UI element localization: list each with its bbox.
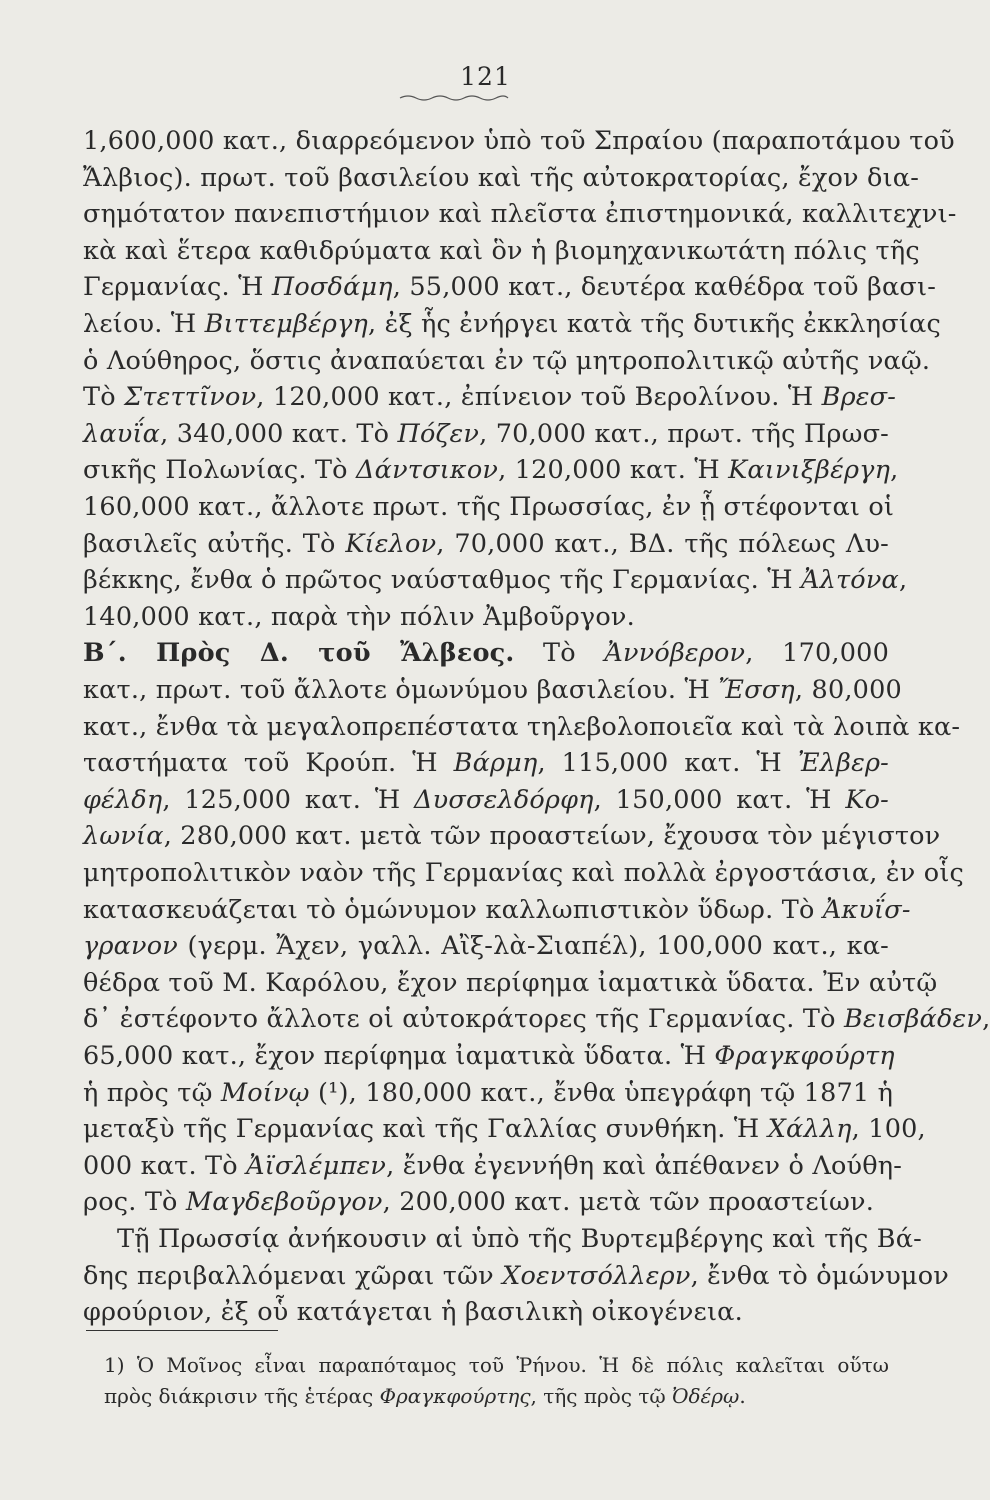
text-line [83, 416, 889, 452]
text-run: Γερμανίας. Ἡ [83, 272, 272, 303]
text-run: μητροπολιτικὸν ναὸν τῆς Γερμανίας καὶ πολλὰ ἐργοστάσια, ἐν οἷς [83, 858, 965, 888]
text-run: , 100, [851, 1114, 926, 1145]
text-run: λαυΐα [83, 418, 161, 449]
text-run: , [898, 565, 908, 596]
text-run: 140,000 κατ., παρὰ τὴν πόλιν Ἀμβοῦργον. [83, 601, 635, 632]
text-run: , 200,000 κατ. μετὰ τῶν προαστείων. [382, 1187, 875, 1218]
text-line [83, 1075, 894, 1111]
text-run: Βεισβάδεν [843, 1004, 983, 1035]
text-line [83, 1258, 949, 1294]
text-run: κὰ καὶ ἕτερα καθιδρύματα καὶ ὃν ἡ βιομηχανικωτάτη πόλις τῆς [83, 235, 920, 266]
text-run: 1) Ὁ Μοῖνος εἶναι παραπόταμος τοῦ Ῥήνου. Ἡ δὲ πόλις καλεῖται οὕτω [104, 1353, 889, 1377]
text-line [83, 123, 955, 159]
text-run: , τῆς πρὸς τῷ [530, 1384, 673, 1408]
text-run: Ἀϊσλέμπεν [246, 1150, 387, 1181]
text-run: Βρεσ- [821, 382, 897, 413]
text-run: , ἐξ ἧς ἐνήργει κατὰ τῆς δυτικῆς ἐκκλησίας [368, 309, 941, 339]
text-run: , 70,000 κατ., ΒΔ. τῆς πόλεως Λυ- [436, 528, 889, 559]
text-run: (¹), 180,000 κατ., ἔνθα ὑπεγράφη τῷ 1871 ἡ [309, 1077, 894, 1108]
page-number: 121 [460, 62, 511, 91]
text-run: γρανον [83, 931, 179, 962]
text-run: ρος. Τὸ [83, 1187, 186, 1218]
text-run: Δυσσελδόρφη [414, 784, 594, 815]
text-run: Βάρμη [453, 748, 538, 779]
text-line [83, 489, 895, 525]
text-run: κατ., πρωτ. τοῦ ἄλλοτε ὁμωνύμου βασιλείου. Ἡ [83, 675, 719, 705]
text-run: (γερμ. Ἄχεν, γαλλ. Αἲξ-λὰ-Σιαπέλ), 100,000 κατ., κα- [178, 931, 889, 962]
text-run: 000 κατ. Τὸ [83, 1150, 247, 1181]
text-run: λωνία [83, 821, 164, 852]
text-run: Κίελον [345, 528, 437, 559]
text-run: , 125,000 κατ. Ἡ [162, 784, 415, 815]
text-run: σικῆς Πολωνίας. Τὸ [83, 455, 357, 486]
text-run: 160,000 κατ., ἄλλοτε πρωτ. τῆς Πρωσσίας, ἐν ᾗ στέφονται οἱ [83, 492, 895, 522]
text-run: Ἀννόβερον [604, 638, 746, 669]
text-run: Τὸ [83, 382, 125, 413]
text-line [83, 672, 902, 708]
text-run: , ἔνθα ἐγεννήθη καὶ ἀπέθανεν ὁ Λούθη- [386, 1150, 903, 1181]
text-line [83, 965, 938, 1001]
text-run: Τῇ Πρωσσίᾳ ἀνήκουσιν αἱ ὑπὸ τῆς Βυρτεμβέργης καὶ τῆς Βά- [117, 1224, 922, 1254]
text-run: σημότατον πανεπιστήμιον καὶ πλεῖστα ἐπιστημονικά, καλλιτεχνι- [83, 199, 957, 230]
text-run: Ἄλβιος). πρωτ. τοῦ βασιλείου καὶ τῆς αὐτοκρατορίας, ἔχον δια- [83, 162, 920, 193]
text-run: , 70,000 κατ., πρωτ. τῆς Πρωσ- [479, 418, 890, 449]
text-line [83, 1148, 903, 1184]
page-number-ornament [398, 92, 510, 102]
text-line [83, 1001, 990, 1037]
text-run: Ἐλβερ- [797, 748, 889, 779]
text-run: , 150,000 κατ. Ἡ [593, 784, 846, 815]
text-run: πρὸς διάκρισιν τῆς ἑτέρας [104, 1384, 380, 1408]
text-run: , ἔνθα τὸ ὁμώνυμον [690, 1260, 949, 1291]
text-line [83, 160, 920, 196]
text-run: . [739, 1384, 746, 1408]
text-run: Μαγδεβοῦργον [185, 1187, 383, 1218]
text-run: Στεττῖνον [124, 382, 257, 413]
text-run: δ᾽ ἐστέφοντο ἄλλοτε οἱ αὐτοκράτορες τῆς Γερμανίας. Τὸ [83, 1004, 844, 1035]
text-run: φρούριον, ἐξ οὗ κατάγεται ἡ βασιλικὴ οἰκογένεια. [83, 1297, 743, 1328]
text-line [83, 196, 957, 232]
text-run: Φραγκφούρτη [714, 1041, 895, 1071]
text-run: Δάντσικον [356, 455, 499, 486]
text-run: δης περιβαλλόμεναι χῶραι τῶν [83, 1260, 503, 1291]
text-line [83, 782, 889, 818]
text-run: Ἔσση [718, 675, 795, 705]
footnote-line [104, 1381, 889, 1411]
text-run: Ὀδέρῳ [672, 1384, 740, 1408]
text-line [83, 635, 889, 671]
footnote-line [104, 1350, 889, 1380]
text-line [83, 1111, 926, 1147]
text-run: Χάλλη [767, 1114, 852, 1145]
text-run: Β΄. Πρὸς Δ. τοῦ Ἄλβεος. [83, 638, 515, 669]
text-run: , 55,000 κατ., δευτέρα καθέδρα τοῦ βασι- [392, 272, 937, 303]
text-line [83, 1184, 889, 1220]
text-line [83, 709, 961, 745]
text-run: κατασκευάζεται τὸ ὁμώνυμον καλλωπιστικὸν ὕδωρ. Τὸ [83, 894, 823, 925]
text-line [117, 1221, 922, 1257]
text-run: θέδρα τοῦ Μ. Καρόλου, ἔχον περίφημα ἰαματικὰ ὕδατα. Ἐν αὐτῷ [83, 967, 938, 998]
text-run: , [982, 1004, 990, 1035]
text-line [83, 526, 889, 562]
text-run: Τὸ [514, 638, 605, 669]
text-run: φέλδη [83, 784, 163, 815]
text-run: 1,600,000 κατ., διαρρεόμενον ὑπὸ τοῦ Σπραίου (παραποτάμου τοῦ [83, 126, 955, 156]
text-line [83, 233, 920, 269]
text-run: , 80,000 [794, 675, 902, 705]
text-run: Μοίνῳ [220, 1077, 310, 1108]
footnote-rule [86, 1330, 278, 1331]
text-line [83, 269, 937, 305]
text-run: , [890, 455, 899, 486]
text-run: Καινιξβέργη [728, 455, 891, 486]
text-line [83, 818, 941, 854]
text-run: , 120,000 κατ., ἐπίνειον τοῦ Βερολίνου. Ἡ [256, 382, 822, 413]
text-run: Φραγκφούρτης [379, 1384, 531, 1408]
text-run: μεταξὺ τῆς Γερμανίας καὶ τῆς Γαλλίας συνθήκη. Ἡ [83, 1114, 768, 1145]
text-run: Κο- [845, 784, 889, 815]
text-run: Ἀλτόνα [801, 565, 899, 596]
text-line [83, 452, 899, 488]
text-run: βέκκης, ἔνθα ὁ πρῶτος ναύσταθμος τῆς Γερμανίας. Ἡ [83, 565, 802, 596]
text-line [83, 855, 965, 891]
text-line [83, 306, 941, 342]
text-run: , 115,000 κατ. Ἡ [537, 748, 798, 779]
text-line [83, 1038, 895, 1074]
text-line [83, 599, 889, 635]
text-line [83, 343, 931, 379]
text-run: 65,000 κατ., ἔχον περίφημα ἰαματικὰ ὕδατα. Ἡ [83, 1041, 715, 1071]
text-line [83, 1294, 889, 1330]
text-run: Βιττεμβέργη [204, 309, 368, 339]
text-line [83, 562, 908, 598]
text-run: , 120,000 κατ. Ἡ [498, 455, 729, 486]
text-run: , 170,000 [745, 638, 889, 669]
text-line [83, 745, 889, 781]
text-run: Ἀκυΐσ- [822, 894, 911, 925]
text-run: Ποσδάμη [271, 272, 393, 303]
text-line [83, 379, 897, 415]
text-run: ἡ πρὸς τῷ [83, 1077, 221, 1108]
text-run: Χοεντσόλλερν [502, 1260, 691, 1291]
text-run: Πόζεν [397, 418, 480, 449]
text-line [83, 928, 889, 964]
text-run: λείου. Ἡ [83, 309, 205, 339]
text-run: , 340,000 κατ. Τὸ [160, 418, 398, 449]
text-run: βασιλεῖς αὐτῆς. Τὸ [83, 528, 346, 559]
text-run: , 280,000 κατ. μετὰ τῶν προαστείων, ἔχουσα τὸν μέγιστον [163, 821, 941, 852]
text-line [83, 892, 911, 928]
text-run: ταστήματα τοῦ Κρούπ. Ἡ [83, 748, 454, 779]
text-run: κατ., ἔνθα τὰ μεγαλοπρεπέστατα τηλεβολοποιεῖα καὶ τὰ λοιπὰ κα- [83, 711, 961, 742]
text-run: ὁ Λούθηρος, ὅστις ἀναπαύεται ἐν τῷ μητροπολιτικῷ αὐτῆς ναῷ. [83, 345, 931, 376]
